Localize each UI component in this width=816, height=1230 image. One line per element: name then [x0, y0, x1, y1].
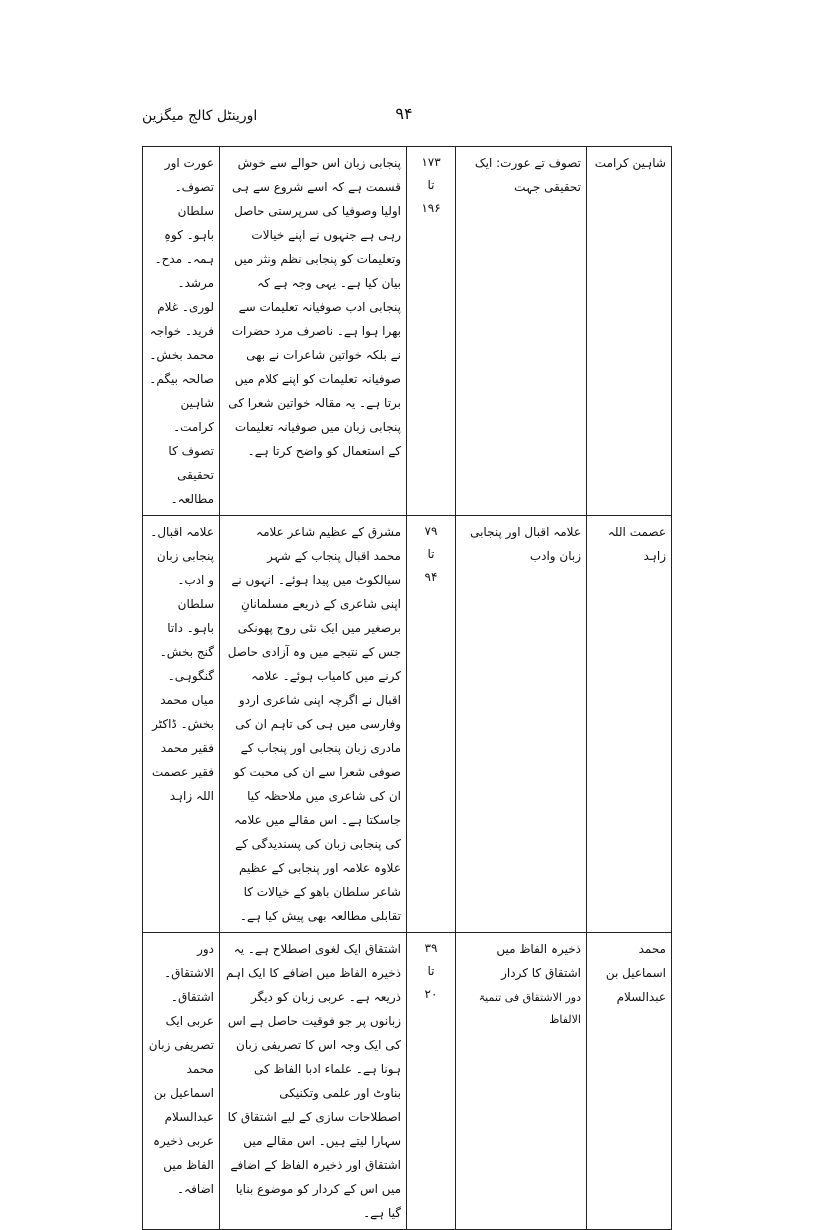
keywords-cell — [143, 516, 220, 933]
page-header — [142, 104, 672, 134]
abstract-cell — [220, 933, 407, 1230]
author-cell — [587, 933, 672, 1230]
abstract-cell — [220, 516, 407, 933]
page-end: ۲۰ — [424, 987, 438, 1001]
pages-cell — [407, 516, 456, 933]
page-range-separator: تا — [427, 964, 435, 978]
table-row — [143, 516, 672, 933]
page-end: ۱۹۶ — [421, 201, 441, 215]
title-cell — [456, 933, 587, 1230]
abstract-cell — [220, 147, 407, 516]
author-name: عصمت اللہ زاہد — [607, 525, 666, 563]
table-row — [143, 933, 672, 1230]
author-name: محمد اسماعیل بن عبدالسلام — [605, 942, 666, 1004]
article-abstract: اشتقاق ایک لغوی اصطلاح ہے۔ یہ ذخیرہ الفاظ میں اضافے کا ایک اہم ذریعہ ہے۔ عربی زبان کو دیگر زبانوں پر جو فوقیت حاصل ہے اس کی ایک وجہ اس کا تصریفی زبان ہونا ہے۔ علماء ادبا الفاظ کی بناوٹ اور علمی وتکنیکی اصطلاحات سازی کے لیے اشتقاق کا سہارا لیتے ہیں۔ اس مقالے میں اشتقاق اور ذخیرہ الفاظ کے اضافے میں اس کے کردار کو موضوع بنایا گیا ہے۔ — [225, 942, 401, 1220]
article-title-arabic: دور الاشتقاق فی تنمیۃ الالفاظ — [478, 991, 581, 1026]
author-name: شاہین کرامت — [594, 156, 666, 170]
page-start: ۱۷۳ — [421, 155, 441, 169]
title-cell — [456, 516, 587, 933]
pages-cell — [407, 933, 456, 1230]
article-keywords: دور الاشتقاق۔ اشتقاق۔ عربی ایک تصریفی زبان محمد اسماعیل بن عبدالسلام عربی ذخیرہ الفاظ میں اضافہ۔ — [148, 942, 214, 1196]
page-end: ۹۴ — [424, 570, 438, 584]
keywords-cell — [143, 147, 220, 516]
keywords-cell — [143, 933, 220, 1230]
article-title: ذخیرہ الفاظ میں اشتقاق کا کردار — [496, 942, 581, 980]
page-start: ۷۹ — [424, 524, 438, 538]
article-keywords: علامہ اقبال۔ پنجابی زبان و ادب۔ سلطان باہو۔ داتا گنج بخش۔ گنگوہی۔ میاں محمد بخش۔ ڈاکٹر فقیر محمد فقیر عصمت اللہ زاہد — [150, 525, 214, 803]
page-number: ۹۴ — [395, 104, 413, 123]
article-abstract: مشرق کے عظیم شاعر علامہ محمد اقبال پنجاب کے شہر سیالکوٹ میں پیدا ہوئے۔ انہوں نے اپنی شاعری کے ذریعے مسلمانانِ برصغیر میں ایک نئی روح پھونکی جس کے نتیجے میں وہ آزادی حاصل کرنے میں کامیاب ہوئے۔ علامہ اقبال نے اگرچہ اپنی شاعری اردو وفارسی میں ہی کی تاہم ان کی مادری زبان پنجابی اور پنجاب کے صوفی شعرا سے ان کی محبت کو ان کی شاعری میں ملاحظہ کیا جاسکتا ہے۔ اس مقالے میں علامہ کی پنجابی زبان کی پسندیدگی کے علاوہ علامہ اور پنجابی کے عظیم شاعر سلطان باھو کے خیالات کا تقابلی مطالعہ بھی پیش کیا ہے۔ — [227, 525, 401, 923]
author-cell — [587, 147, 672, 516]
article-abstract: پنجابی زبان اس حوالے سے خوش قسمت ہے کہ اسے شروع سے ہی اولیا وصوفیا کی سرپرستی حاصل رہی ہے جنہوں نے اپنے خیالات وتعلیمات کو پنجابی نظم ونثر میں بیان کیا ہے۔ یہی وجہ ہے کہ پنجابی ادب صوفیانہ تعلیمات سے بھرا ہوا ہے۔ ناصرف مرد حضرات نے بلکہ خواتین شاعرات نے بھی صوفیانہ تعلیمات کو اپنے کلام میں برتا ہے۔ یہ مقالہ خواتین شعرا کی پنجابی زبان میں صوفیانہ تعلیمات کے استعمال کو واضح کرتا ہے۔ — [228, 156, 401, 458]
pages-cell — [407, 147, 456, 516]
page-range-separator: تا — [427, 178, 435, 192]
article-title: علامہ اقبال اور پنجابی زبان وادب — [470, 525, 581, 563]
author-cell — [587, 516, 672, 933]
article-keywords: عورت اور تصوف۔ سلطان باہو۔ کوہِ ہمہ۔ مدح۔ مرشد۔ لوری۔ غلام فرید۔ خواجہ محمد بخش۔ صالحہ بیگم۔ شاہین کرامت۔ تصوف کا تحقیقی مطالعہ۔ — [149, 156, 214, 506]
page-range-separator: تا — [427, 547, 435, 561]
page-start: ۳۹ — [424, 941, 438, 955]
journal-name: اورینٹل کالج میگزین — [142, 108, 258, 124]
article-index-table — [142, 146, 672, 1230]
table-row — [143, 147, 672, 516]
article-title: تصوف تے عورت: ایک تحقیقی جہت — [474, 156, 581, 194]
title-cell — [456, 147, 587, 516]
